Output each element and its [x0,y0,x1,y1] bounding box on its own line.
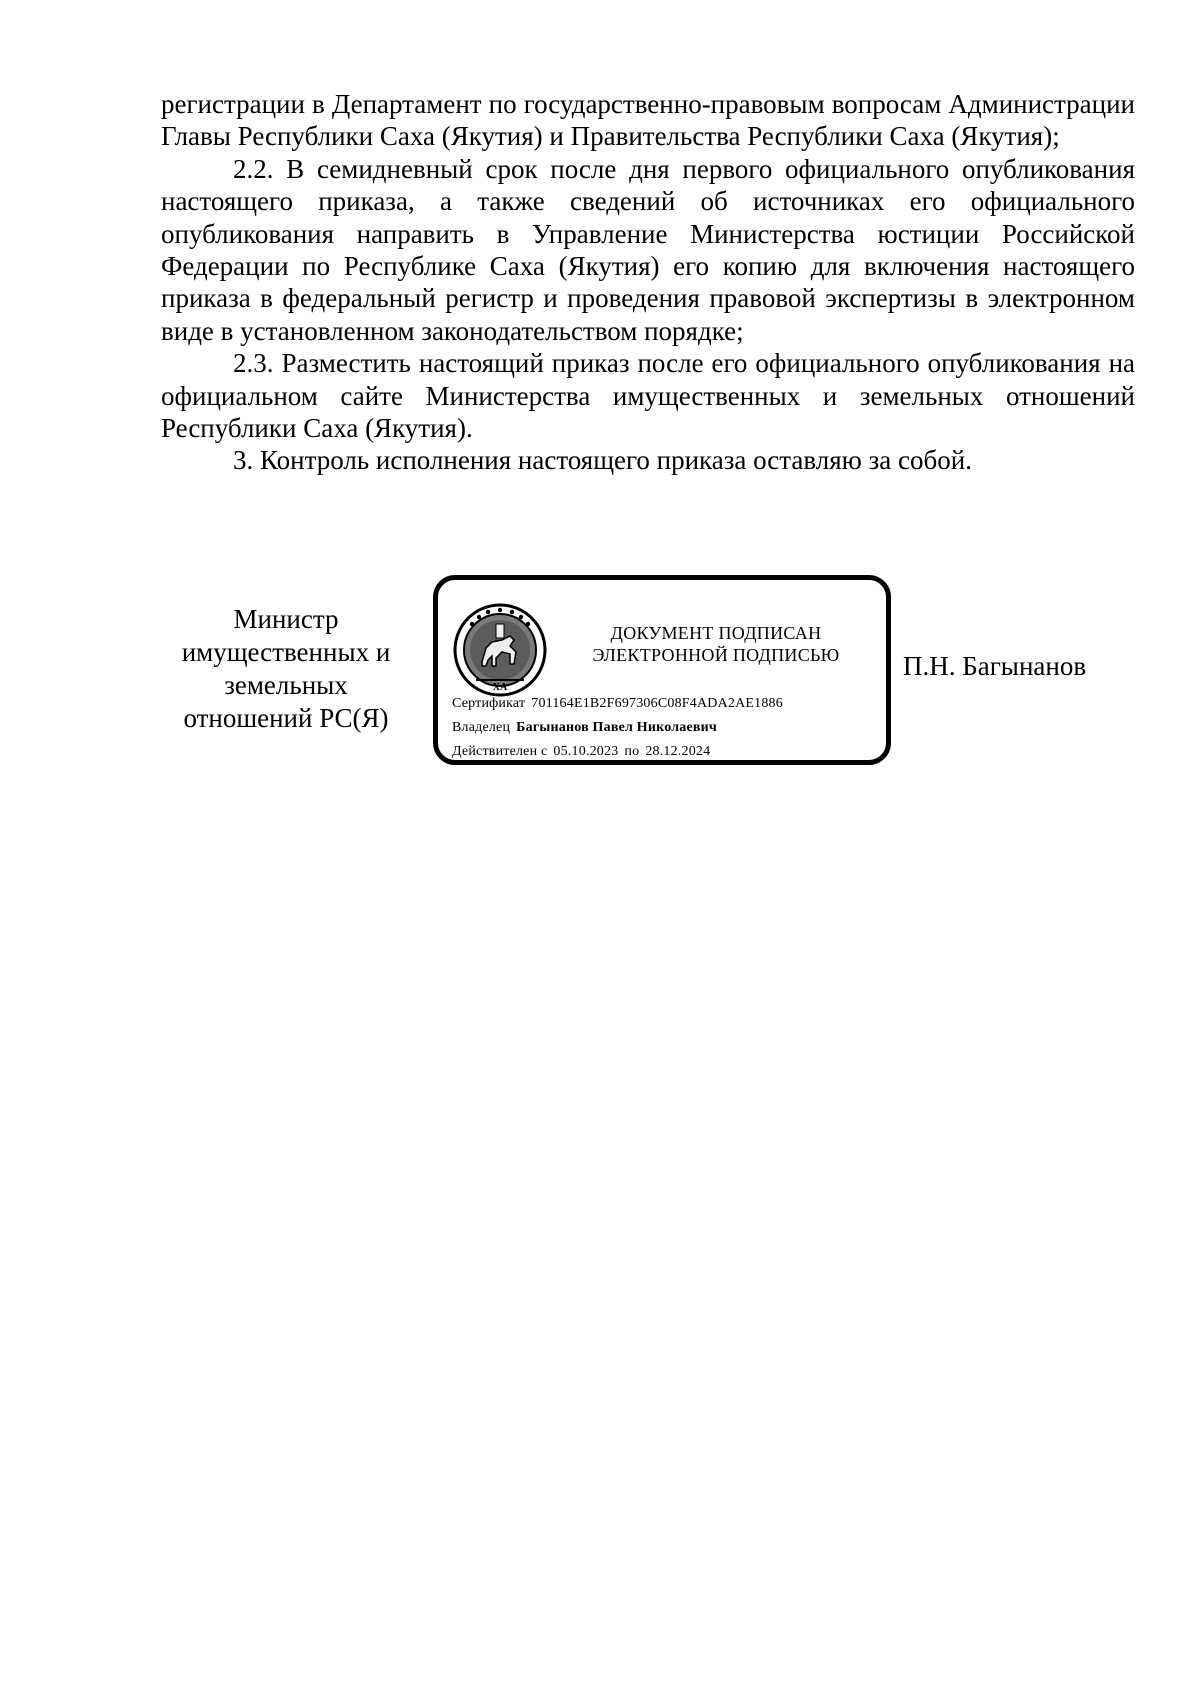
owner-value: Багынанов Павел Николаевич [516,720,718,735]
owner-line [452,716,783,740]
body-paragraph-3: 2.3. Разместить настоящий приказ после его официального опубликования на официальном сайте Министерства имущественных и земельных отношений Республики Саха (Якутия). [161,348,1135,444]
body-paragraph-1: регистрации в Департамент по государственно-правовым вопросам Администрации Главы Республики Саха (Якутия) и Правительства Республики Саха (Якутия); [161,89,1135,152]
seal-text: ХА [492,682,508,693]
signer-position-line-3: земельных [224,670,348,700]
stamp-details [452,692,783,764]
certificate-value: 701164E1B2F697306C08F4ADA2AE1886 [531,696,783,711]
body-paragraph-2: 2.2. В семидневный срок после дня первого официального опубликования настоящего приказа, а также сведений об источниках его официального опубликования направить в Управление Министерства юстиции Российской Федерации по Республике Саха (Якутия) его копию для включения настоящего приказа в федеральный регистр и проведения правовой экспертизы в электронном виде в установленном законодательством порядке; [161,153,1135,346]
certificate-line [452,692,783,716]
body-paragraph-4: 3. Контроль исполнения настоящего приказа оставляю за собой. [233,445,972,476]
electronic-signature-stamp [433,575,891,765]
signer-name: П.Н. Багынанов [903,651,1087,681]
signature-block [0,0,1200,800]
stamp-heading [556,622,876,666]
signer-position-line-1: Министр [233,604,339,634]
certificate-label: Сертификат [452,696,526,711]
coat-of-arms-seal-icon [452,602,548,698]
valid-from: 05.10.2023 [553,744,619,759]
stamp-heading-line-2: ЭЛЕКТРОННОЙ ПОДПИСЬЮ [592,645,840,665]
validity-line [452,740,783,764]
signer-position-line-2: имущественных и [181,637,391,667]
valid-to: 28.12.2024 [645,744,711,759]
signer-position [166,603,406,735]
valid-label: Действителен с [452,744,548,759]
stamp-heading-line-1: ДОКУМЕНТ ПОДПИСАН [610,623,822,643]
valid-to-label: по [624,744,640,759]
owner-label: Владелец [452,720,511,735]
signer-position-line-4: отношений РС(Я) [183,703,389,733]
